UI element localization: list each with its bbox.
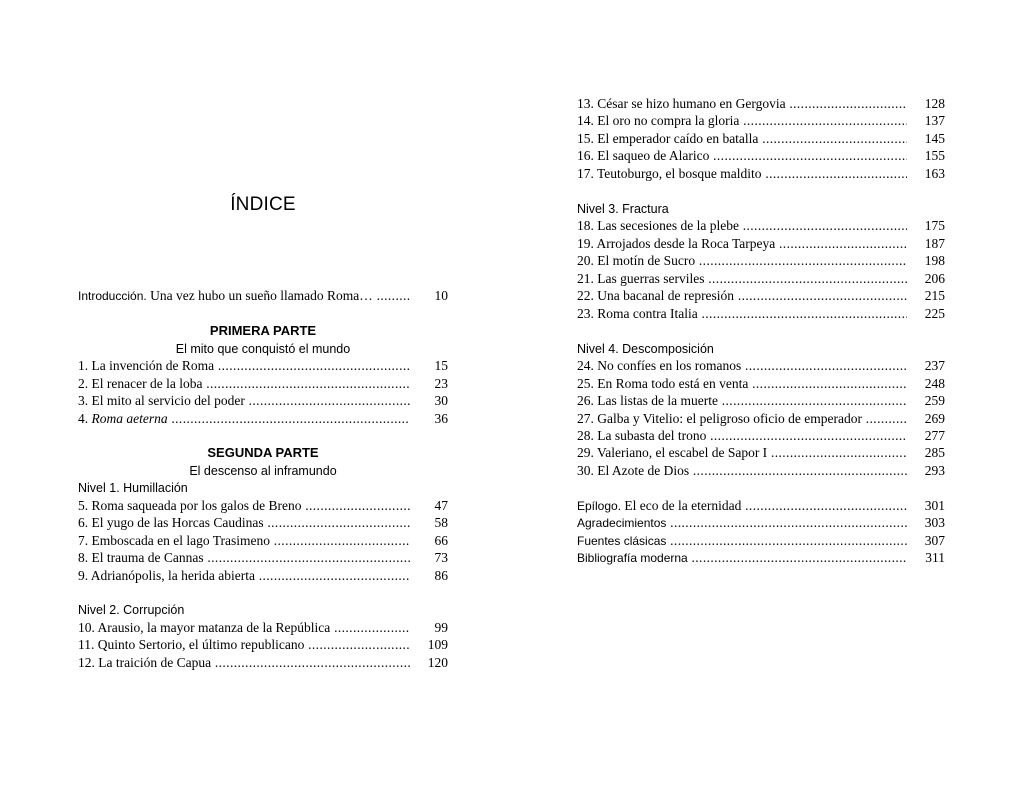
- level-heading: Nivel 1. Humillación: [78, 481, 188, 495]
- toc-entry: [577, 357, 945, 375]
- toc-entry: [577, 252, 945, 270]
- entry-page: 66: [434, 533, 448, 548]
- entry-title: Bibliografía moderna: [577, 551, 688, 565]
- entry-page: 237: [924, 358, 945, 373]
- entry-title: Agradecimientos: [577, 516, 667, 530]
- entry-title: 28. La subasta del trono .....: [577, 427, 907, 445]
- entry-title: 3. El mito al servicio del poder .....: [78, 392, 410, 410]
- part-heading: SEGUNDA PARTE: [207, 445, 319, 460]
- toc-entry: [577, 410, 945, 428]
- level-heading: Nivel 2. Corrupción: [78, 603, 185, 617]
- entry-title: El eco de la eternidad: [624, 498, 742, 513]
- entry-page: 175: [924, 218, 945, 233]
- entry-title: 8. El trauma de Cannas .....: [78, 549, 410, 567]
- toc-entry: [78, 410, 448, 428]
- entry-title: 2. El renacer de la loba .....: [78, 375, 410, 393]
- entry-number: 4.: [78, 411, 89, 426]
- entry-page: 109: [427, 637, 448, 652]
- entry-page: 215: [924, 288, 945, 303]
- entry-page: 137: [924, 113, 945, 128]
- entry-title: 19. Arrojados desde la Roca Tarpeya .....: [577, 235, 907, 253]
- entry-title: 25. En Roma todo está en venta .....: [577, 375, 907, 393]
- toc-entry: [78, 619, 448, 637]
- entry-title: 11. Quinto Sertorio, el último republicano .....: [78, 636, 410, 654]
- entry-title: 30. El Azote de Dios .....: [577, 462, 907, 480]
- toc-entry: [577, 95, 945, 113]
- toc-entry: [78, 514, 448, 532]
- toc-entry: [577, 235, 945, 253]
- entry-page: 30: [434, 393, 448, 408]
- toc-entry: [577, 217, 945, 235]
- entry-page: 225: [924, 306, 945, 321]
- entry-page: 145: [924, 131, 945, 146]
- entry-page: 301: [924, 498, 945, 513]
- entry-title: 7. Emboscada en el lago Trasimeno .....: [78, 532, 410, 550]
- entry-page: 311: [925, 550, 945, 565]
- level-heading: Nivel 3. Fractura: [577, 202, 669, 216]
- entry-title: 13. César se hizo humano en Gergovia .....: [577, 95, 907, 113]
- entry-title: Roma aeterna: [91, 411, 168, 426]
- entry-title: 22. Una bacanal de represión .....: [577, 287, 907, 305]
- toc-entry: [577, 287, 945, 305]
- index-title: ÍNDICE: [230, 194, 296, 215]
- part-heading: PRIMERA PARTE: [209, 323, 317, 338]
- entry-title: 20. El motín de Sucro .....: [577, 252, 907, 270]
- toc-entry: [78, 375, 448, 393]
- part-subtitle: El descenso al inframundo: [189, 464, 337, 478]
- toc-entry: [577, 130, 945, 148]
- entry-page: 303: [924, 515, 945, 530]
- toc-entry: [577, 270, 945, 288]
- toc-entry-bibliography: [577, 549, 945, 567]
- toc-entry: [78, 497, 448, 515]
- entry-page: 293: [924, 463, 945, 478]
- toc-entry: [577, 147, 945, 165]
- entry-page: 198: [924, 253, 945, 268]
- level-heading: Nivel 4. Descomposición: [577, 342, 714, 356]
- entry-page: 248: [924, 376, 945, 391]
- entry-title: Una vez hubo un sueño llamado Roma…: [150, 288, 373, 303]
- toc-entry-intro: [78, 287, 448, 305]
- entry-page: 36: [434, 411, 448, 426]
- entry-page: 15: [434, 358, 448, 373]
- toc-entry: [577, 427, 945, 445]
- entry-title: 26. Las listas de la muerte .....: [577, 392, 907, 410]
- entry-title: 18. Las secesiones de la plebe .....: [577, 217, 907, 235]
- entry-page: 10: [434, 288, 448, 303]
- toc-entry: [78, 532, 448, 550]
- toc-entry: [577, 462, 945, 480]
- entry-lead: Epílogo.: [577, 499, 622, 513]
- toc-entry: [78, 636, 448, 654]
- entry-page: 206: [924, 271, 945, 286]
- entry-page: 285: [924, 445, 945, 460]
- entry-page: 47: [434, 498, 448, 513]
- entry-title: 16. El saqueo de Alarico .....: [577, 147, 907, 165]
- entry-title: 9. Adrianópolis, la herida abierta .....: [78, 567, 410, 585]
- entry-title: 23. Roma contra Italia .....: [577, 305, 907, 323]
- entry-title: 17. Teutoburgo, el bosque maldito .....: [577, 165, 907, 183]
- toc-entry: [577, 392, 945, 410]
- entry-page: 187: [924, 236, 945, 251]
- entry-title: Fuentes clásicas: [577, 534, 667, 548]
- toc-entry: [78, 549, 448, 567]
- entry-page: 128: [924, 96, 945, 111]
- entry-title: 6. El yugo de las Horcas Caudinas .....: [78, 514, 410, 532]
- toc-entry: [577, 444, 945, 462]
- entry-title: 27. Galba y Vitelio: el peligroso oficio de emperador .....: [577, 410, 907, 428]
- toc-entry: [577, 112, 945, 130]
- toc-entry: [78, 392, 448, 410]
- toc-entry-classical-sources: [577, 532, 945, 550]
- toc-entry-acknowledgements: [577, 514, 945, 532]
- toc-entry: [78, 654, 448, 672]
- entry-lead: Introducción.: [78, 289, 147, 303]
- entry-page: 277: [924, 428, 945, 443]
- entry-page: 23: [434, 376, 448, 391]
- toc-entry-epilogue: [577, 497, 945, 515]
- entry-title: 10. Arausio, la mayor matanza de la República .....: [78, 619, 410, 637]
- toc-entry: [577, 165, 945, 183]
- entry-page: 99: [434, 620, 448, 635]
- toc-entry: [577, 375, 945, 393]
- entry-title: 29. Valeriano, el escabel de Sapor I .....: [577, 444, 907, 462]
- entry-page: 73: [434, 550, 448, 565]
- entry-title: 21. Las guerras serviles .....: [577, 270, 907, 288]
- entry-title: 14. El oro no compra la gloria .....: [577, 112, 907, 130]
- entry-page: 120: [427, 655, 448, 670]
- entry-page: 307: [924, 533, 945, 548]
- entry-page: 58: [434, 515, 448, 530]
- entry-page: 269: [924, 411, 945, 426]
- entry-title: 5. Roma saqueada por los galos de Breno .....: [78, 497, 410, 515]
- entry-title: 1. La invención de Roma .....: [78, 357, 410, 375]
- entry-title: 15. El emperador caído en batalla .....: [577, 130, 907, 148]
- part-subtitle: El mito que conquistó el mundo: [175, 342, 351, 356]
- entry-page: 155: [924, 148, 945, 163]
- toc-entry: [78, 357, 448, 375]
- entry-page: 86: [434, 568, 448, 583]
- toc-entry: [577, 305, 945, 323]
- entry-title: 24. No confíes en los romanos .....: [577, 357, 907, 375]
- entry-page: 259: [924, 393, 945, 408]
- toc-entry: [78, 567, 448, 585]
- entry-page: 163: [924, 166, 945, 181]
- entry-title: 12. La traición de Capua .....: [78, 654, 410, 672]
